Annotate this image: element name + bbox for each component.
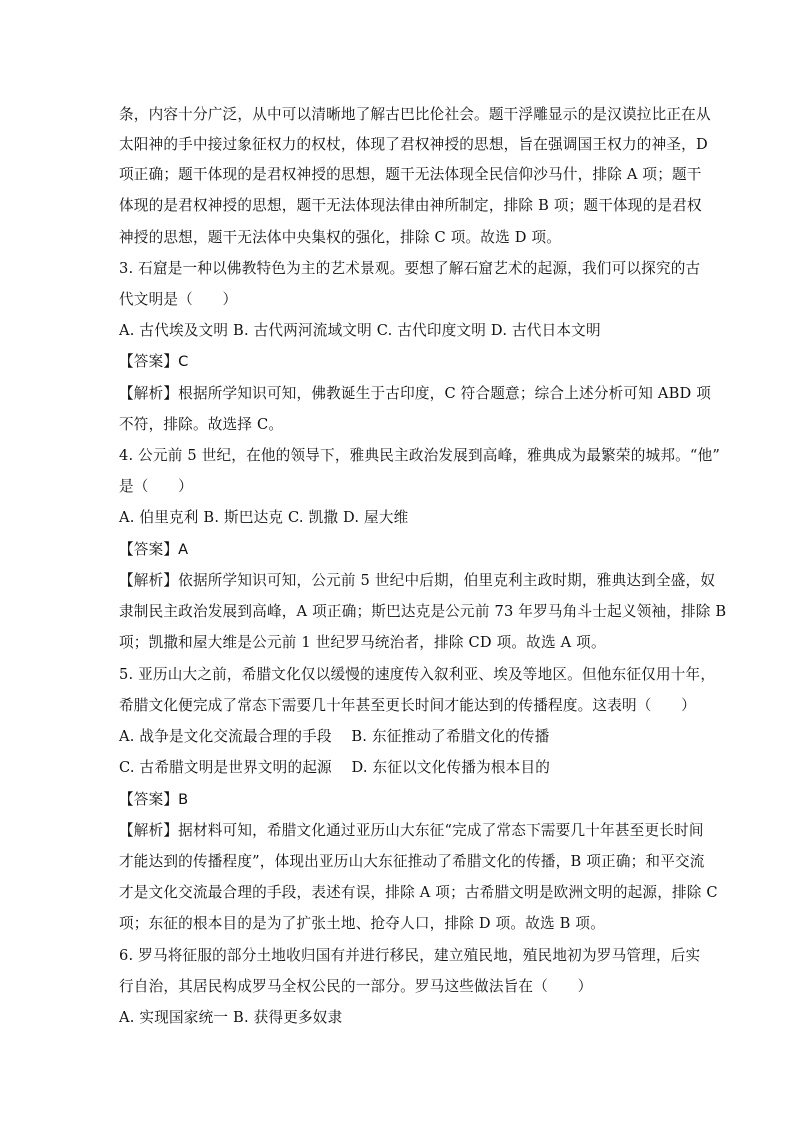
question-4-answer: 【答案】A [119,541,189,558]
question-5-stem: 5. 亚历山大之前，希腊文化仅以缓慢的速度传入叙利亚、埃及等地区。但他东征仅用十年， [119,666,716,683]
text-line: 项正确；题干体现的是君权神授的思想，题干无法体现全民信仰沙马什，排除 A 项；题干 [119,166,702,183]
question-3-options: A. 古代埃及文明 B. 古代两河流域文明 C. 古代印度文明 D. 古代日本文明 [119,322,601,339]
question-5-options: A. 战争是文化交流最合理的手段 B. 东征推动了希腊文化的传播 [119,728,550,745]
question-5-stem: 希腊文化便完成了常态下需要几十年甚至更长时间才能达到的传播程度。这表明（ ） [119,697,696,714]
question-5-explanation: 【解析】据材料可知，希腊文化通过亚历山大东征“完成了常态下需要几十年甚至更长时间 [119,822,704,839]
question-3-stem: 代文明是（ ） [119,291,238,308]
text-line: 太阳神的手中接过象征权力的权杖，体现了君权神授的思想，旨在强调国王权力的神圣，D [119,136,708,153]
question-5-options: C. 古希腊文明是世界文明的起源 D. 东征以文化传播为根本目的 [119,759,551,776]
text-line: 体现的是君权神授的思想，题干无法体现法律由神所制定，排除 B 项；题干体现的是君权 [119,197,702,214]
question-3-explanation: 不符，排除。故选择 C。 [119,416,284,433]
question-3-answer: 【答案】C [119,353,189,370]
question-3-explanation: 【解析】根据所学知识可知，佛教诞生于古印度，C 符合题意；综合上述分析可知 ABD 项 [119,385,712,402]
question-4-explanation: 【解析】依据所学知识可知，公元前 5 世纪中后期，伯里克利主政时期，雅典达到全盛，奴 [119,572,716,589]
question-5-explanation: 项；东征的根本目的是为了扩张土地、抢夺人口，排除 D 项。故选 B 项。 [119,915,605,932]
question-4-options: A. 伯里克利 B. 斯巴达克 C. 凯撒 D. 屋大维 [119,509,409,526]
question-4-stem: 是（ ） [119,478,193,495]
question-4-stem: 4. 公元前 5 世纪，在他的领导下，雅典民主政治发展到高峰，雅典成为最繁荣的城邦。“他” [119,447,721,464]
text-line: 神授的思想，题干无法体中央集权的强化，排除 C 项。故选 D 项。 [119,229,562,246]
text-line: 条，内容十分广泛，从中可以清晰地了解古巴比伦社会。题干浮雕显示的是汉谟拉比正在从 [119,106,711,123]
question-4-explanation: 项；凯撒和屋大维是公元前 1 世纪罗马统治者，排除 CD 项。故选 A 项。 [119,634,606,651]
question-5-explanation: 才能达到的传播程度”，体现出亚历山大东征推动了希腊文化的传播，B 项正确；和平交流 [119,853,705,870]
question-6-stem: 6. 罗马将征服的部分土地收归国有并进行移民，建立殖民地，殖民地初为罗马管理，后实 [119,947,701,964]
question-6-stem: 行自治，其居民构成罗马全权公民的一部分。罗马这些做法旨在（ ） [119,978,593,995]
question-5-explanation: 才是文化交流最合理的手段，表述有误，排除 A 项；古希腊文明是欧洲文明的起源，排除 C [119,884,718,901]
question-5-answer: 【答案】B [119,791,189,808]
question-6-options: A. 实现国家统一 B. 获得更多奴隶 [119,1009,343,1026]
question-3-stem: 3. 石窟是一种以佛教特色为主的艺术景观。要想了解石窟艺术的起源，我们可以探究的古 [119,260,701,277]
question-4-explanation: 隶制民主政治发展到高峰，A 项正确；斯巴达克是公元前 73 年罗马角斗士起义领袖，排除 B [119,603,727,620]
